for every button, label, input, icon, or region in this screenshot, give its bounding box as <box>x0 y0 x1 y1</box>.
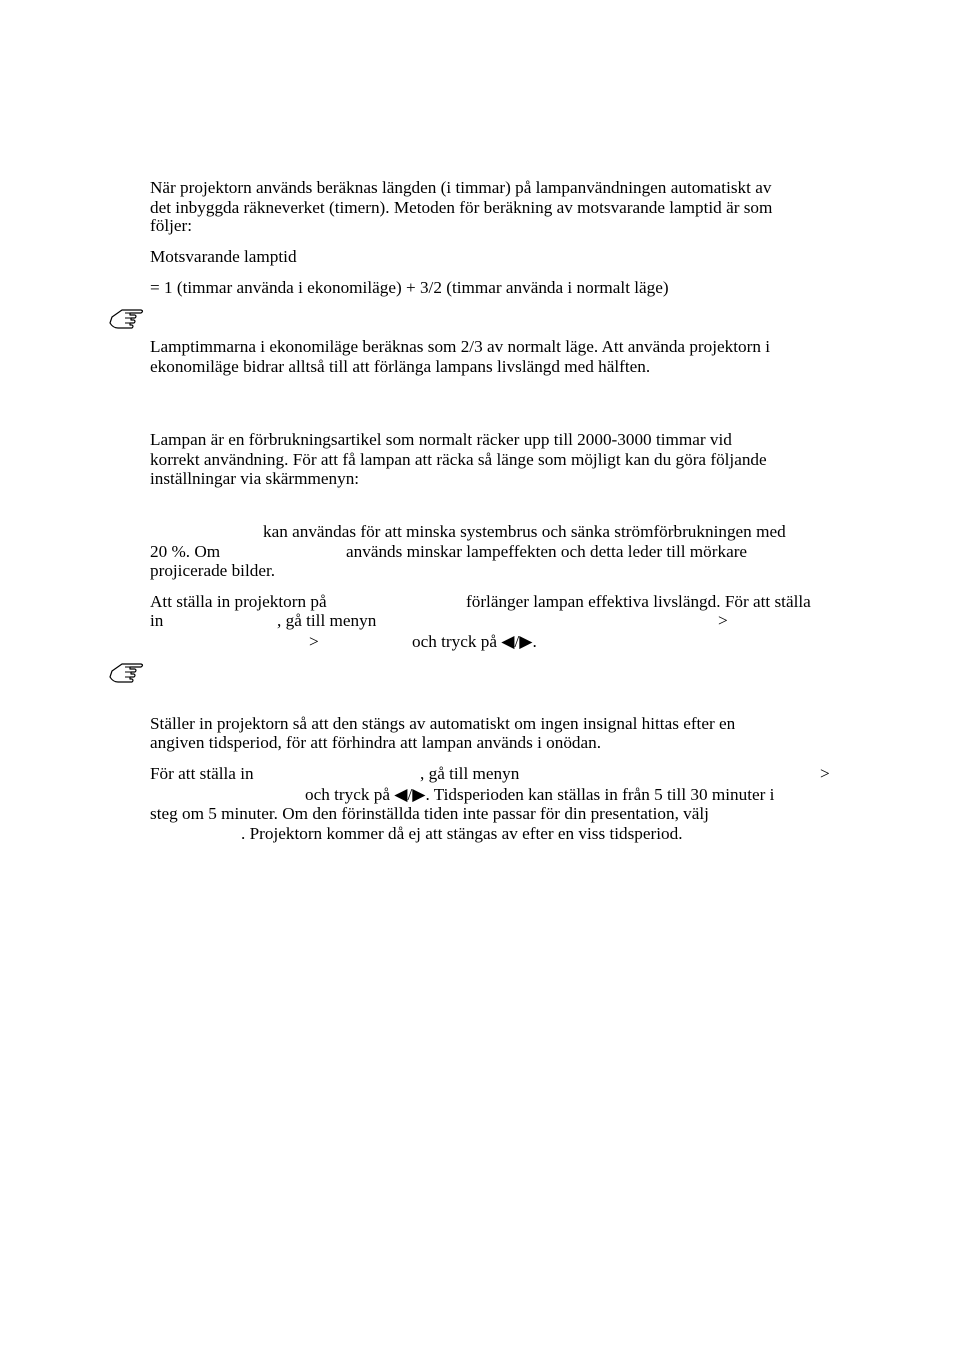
autooff-line-2: och tryck på ◀/▶. Tidsperioden kan ställas in från 5 till 30 minuter i <box>305 785 775 804</box>
note-eco-line-2: ekonomiläge bidrar alltså till att förlänga lampans livslängd med hälften. <box>150 357 651 376</box>
lamp-time-formula: = 1 (timmar använda i ekonomiläge) + 3/2 (timmar använda i normalt läge) <box>150 278 669 297</box>
pointing-hand-icon <box>108 306 148 330</box>
eco-line-4a: Att ställa in projektorn på <box>150 592 327 611</box>
eco-line-6b: och tryck på ◀/▶. <box>412 632 537 651</box>
pointing-hand-icon <box>108 660 148 684</box>
autooff-line-4: . Projektorn kommer då ej att stängas av efter en viss tidsperiod. <box>241 824 683 843</box>
note-eco-line-1: Lamptimmarna i ekonomiläge beräknas som 2/3 av normalt läge. Att använda projektorn i <box>150 337 771 356</box>
eco-line-4b: förlänger lampan effektiva livslängd. För att ställa <box>466 592 811 611</box>
eco-line-5a: in <box>150 611 164 630</box>
eco-line-2a: 20 %. Om <box>150 542 221 561</box>
life-paragraph-line-1: Lampan är en förbrukningsartikel som normalt räcker upp till 2000-3000 timmar vid <box>150 430 732 449</box>
autooff-line-1b: , gå till menyn <box>420 764 520 783</box>
autooff-paragraph-line-1: Ställer in projektorn så att den stängs av automatiskt om ingen insignal hittas efter en <box>150 714 736 733</box>
usage-paragraph-line-1: När projektorn används beräknas längden (i timmar) på lampanvändningen automatiskt av <box>150 178 772 197</box>
autooff-line-1c: > <box>820 764 830 783</box>
life-paragraph-line-2: korrekt användning. För att få lampan att räcka så länge som möjligt kan du göra följande <box>150 450 767 469</box>
life-paragraph-line-3: inställningar via skärmmenyn: <box>150 469 360 488</box>
eco-line-2b: används minskar lampeffekten och detta leder till mörkare <box>346 542 748 561</box>
usage-paragraph-line-2: det inbyggda räkneverket (timern). Metoden för beräkning av motsvarande lamptid är som <box>150 198 773 217</box>
autooff-line-1a: För att ställa in <box>150 764 254 783</box>
eco-line-6a: > <box>309 632 319 651</box>
eco-line-5b: , gå till menyn <box>277 611 377 630</box>
usage-paragraph-line-3: följer: <box>150 216 192 235</box>
eco-line-1: kan användas för att minska systembrus och sänka strömförbrukningen med <box>263 522 786 541</box>
eco-line-5c: > <box>718 611 728 630</box>
autooff-paragraph-line-2: angiven tidsperiod, för att förhindra att lampan används i onödan. <box>150 733 602 752</box>
eco-line-3: projicerade bilder. <box>150 561 276 580</box>
lamp-time-label: Motsvarande lamptid <box>150 247 297 266</box>
autooff-line-3: steg om 5 minuter. Om den förinställda tiden inte passar för din presentation, välj <box>150 804 709 823</box>
